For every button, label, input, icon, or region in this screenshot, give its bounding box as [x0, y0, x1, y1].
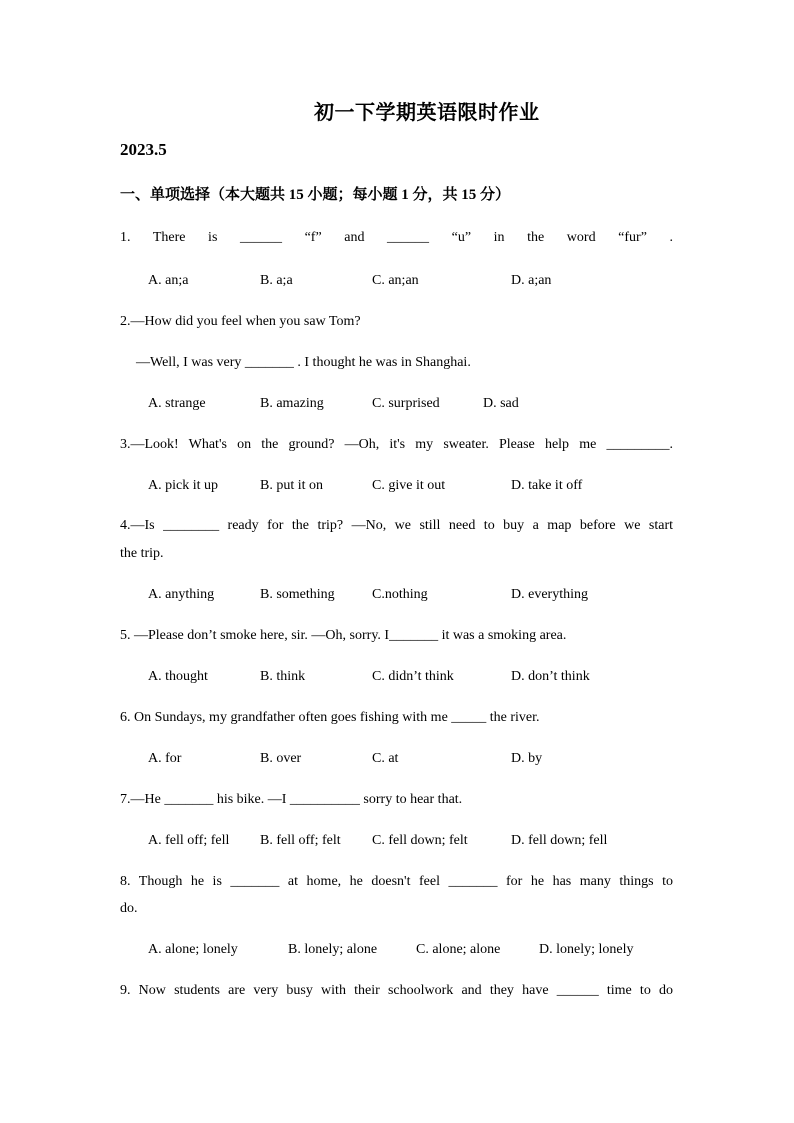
question-5-option-a: A. thought: [148, 669, 208, 684]
document-date: 2023.5: [120, 140, 167, 159]
question-6-option-b: B. over: [260, 751, 302, 766]
question-8-stem-continued: do.: [120, 901, 138, 916]
question-2-option-a: A. strange: [148, 396, 206, 411]
question-3-option-d: D. take it off: [511, 478, 583, 493]
question-6-option-d: D. by: [511, 751, 543, 766]
question-4-option-a: A. anything: [148, 587, 215, 602]
question-3-option-b: B. put it on: [260, 478, 324, 493]
question-8-option-a: A. alone; lonely: [148, 942, 238, 957]
question-2-option-b: B. amazing: [260, 396, 324, 411]
question-1-stem: 1. There is ______ “f” and ______ “u” in the word “fur” .: [120, 230, 673, 245]
question-4-stem-continued: the trip.: [120, 546, 164, 561]
question-5-option-d: D. don’t think: [511, 669, 590, 684]
question-7-option-a: A. fell off; fell: [148, 833, 230, 848]
question-6-option-a: A. for: [148, 751, 182, 766]
question-4-option-b: B. something: [260, 587, 335, 602]
question-7-option-c: C. fell down; felt: [372, 833, 468, 848]
question-5-option-c: C. didn’t think: [372, 669, 454, 684]
question-4-option-c: C.nothing: [372, 587, 428, 602]
question-8-option-d: D. lonely; lonely: [539, 942, 634, 957]
question-7-stem: 7.—He _______ his bike. —I __________ sorry to hear that.: [120, 792, 463, 807]
question-7-option-b: B. fell off; felt: [260, 833, 341, 848]
question-2-option-c: C. surprised: [372, 396, 440, 411]
question-7-option-d: D. fell down; fell: [511, 833, 608, 848]
question-4-option-d: D. everything: [511, 587, 588, 602]
question-8-stem: 8. Though he is _______ at home, he doesn't feel _______ for he has many things to: [120, 874, 673, 889]
question-2-stem: 2.—How did you feel when you saw Tom?: [120, 314, 361, 329]
section-heading: 一、单项选择（本大题共 15 小题；每小题 1 分，共 15 分）: [120, 187, 511, 203]
question-1-option-c: C. an;an: [372, 273, 419, 288]
question-3-option-a: A. pick it up: [148, 478, 218, 493]
question-2-reply: —Well, I was very _______ . I thought he was in Shanghai.: [136, 355, 471, 370]
question-4-stem: 4.—Is ________ ready for the trip? —No, we still need to buy a map before we start: [120, 518, 673, 533]
question-2-option-d: D. sad: [483, 396, 519, 411]
question-8-option-c: C. alone; alone: [416, 942, 501, 957]
question-3-option-c: C. give it out: [372, 478, 446, 493]
question-8-option-b: B. lonely; alone: [288, 942, 378, 957]
page-title: 初一下学期英语限时作业: [314, 102, 540, 124]
question-1-option-a: A. an;a: [148, 273, 189, 288]
question-5-option-b: B. think: [260, 669, 306, 684]
question-6-stem: 6. On Sundays, my grandfather often goes fishing with me _____ the river.: [120, 710, 540, 725]
question-5-stem: 5. —Please don’t smoke here, sir. —Oh, sorry. I_______ it was a smoking area.: [120, 628, 567, 643]
question-3-stem: 3.—Look! What's on the ground? —Oh, it's my sweater. Please help me _________.: [120, 437, 673, 452]
question-9-stem: 9. Now students are very busy with their schoolwork and they have ______ time to do: [120, 983, 673, 998]
question-6-option-c: C. at: [372, 751, 399, 766]
question-1-option-d: D. a;an: [511, 273, 552, 288]
question-1-option-b: B. a;a: [260, 273, 293, 288]
